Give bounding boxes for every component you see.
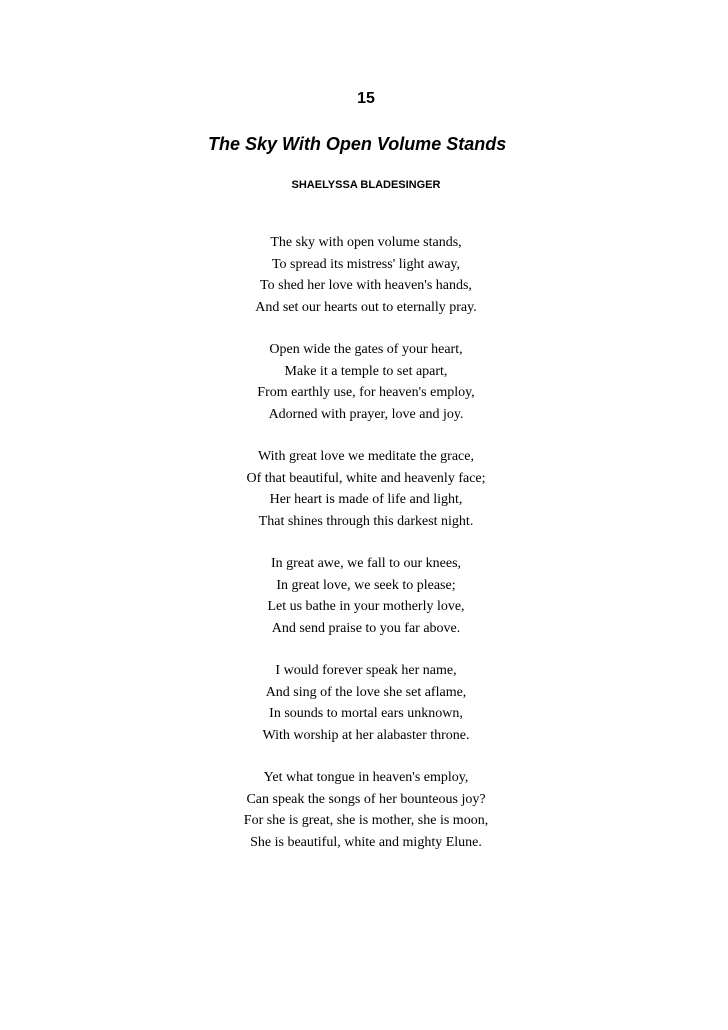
poem-line: Let us bathe in your motherly love, (267, 599, 465, 614)
poem-line: Open wide the gates of your heart, (269, 342, 463, 357)
stanza (208, 553, 524, 639)
poem-line: Can speak the songs of her bounteous joy? (246, 791, 486, 807)
stanza (208, 339, 524, 425)
poem-line: From earthly use, for heaven's employ, (257, 385, 475, 400)
stanza (208, 660, 524, 746)
poem-body (208, 232, 524, 874)
poem-author: SHAELYSSA BLADESINGER (291, 179, 441, 191)
poem-line: For she is great, she is mother, she is moon, (243, 813, 489, 828)
stanza (208, 446, 524, 532)
poem-line: Of that beautiful, white and heavenly face; (246, 470, 486, 486)
poem-line: Yet what tongue in heaven's employ, (263, 770, 469, 785)
poem-line: She is beautiful, white and mighty Elune. (250, 834, 482, 850)
poem-line: With great love we meditate the grace, (258, 449, 474, 464)
poem-line: In great love, we seek to please; (276, 577, 456, 593)
poem-line: The sky with open volume stands, (270, 235, 462, 250)
poem-line: To shed her love with heaven's hands, (260, 278, 472, 293)
poem-line: To spread its mistress' light away, (271, 256, 461, 272)
poem-line: And set our hearts out to eternally pray. (255, 299, 477, 315)
poem-line: Make it a temple to set apart, (284, 363, 448, 379)
poem-line: And sing of the love she set aflame, (265, 684, 467, 700)
poem-line: In great awe, we fall to our knees, (270, 556, 462, 571)
stanza (208, 232, 524, 318)
poem-line: With worship at her alabaster throne. (262, 727, 470, 743)
poem-line: Her heart is made of life and light, (269, 492, 463, 507)
poem-line: That shines through this darkest night. (258, 513, 474, 529)
poem-line: Adorned with prayer, love and joy. (268, 406, 464, 422)
poem-line: In sounds to mortal ears unknown, (269, 706, 463, 721)
chapter-number: 15 (357, 90, 375, 107)
poem-line: And send praise to you far above. (271, 620, 461, 636)
poem-title: The Sky With Open Volume Stands (208, 134, 507, 154)
stanza (208, 767, 524, 853)
poem-line: I would forever speak her name, (275, 663, 457, 678)
